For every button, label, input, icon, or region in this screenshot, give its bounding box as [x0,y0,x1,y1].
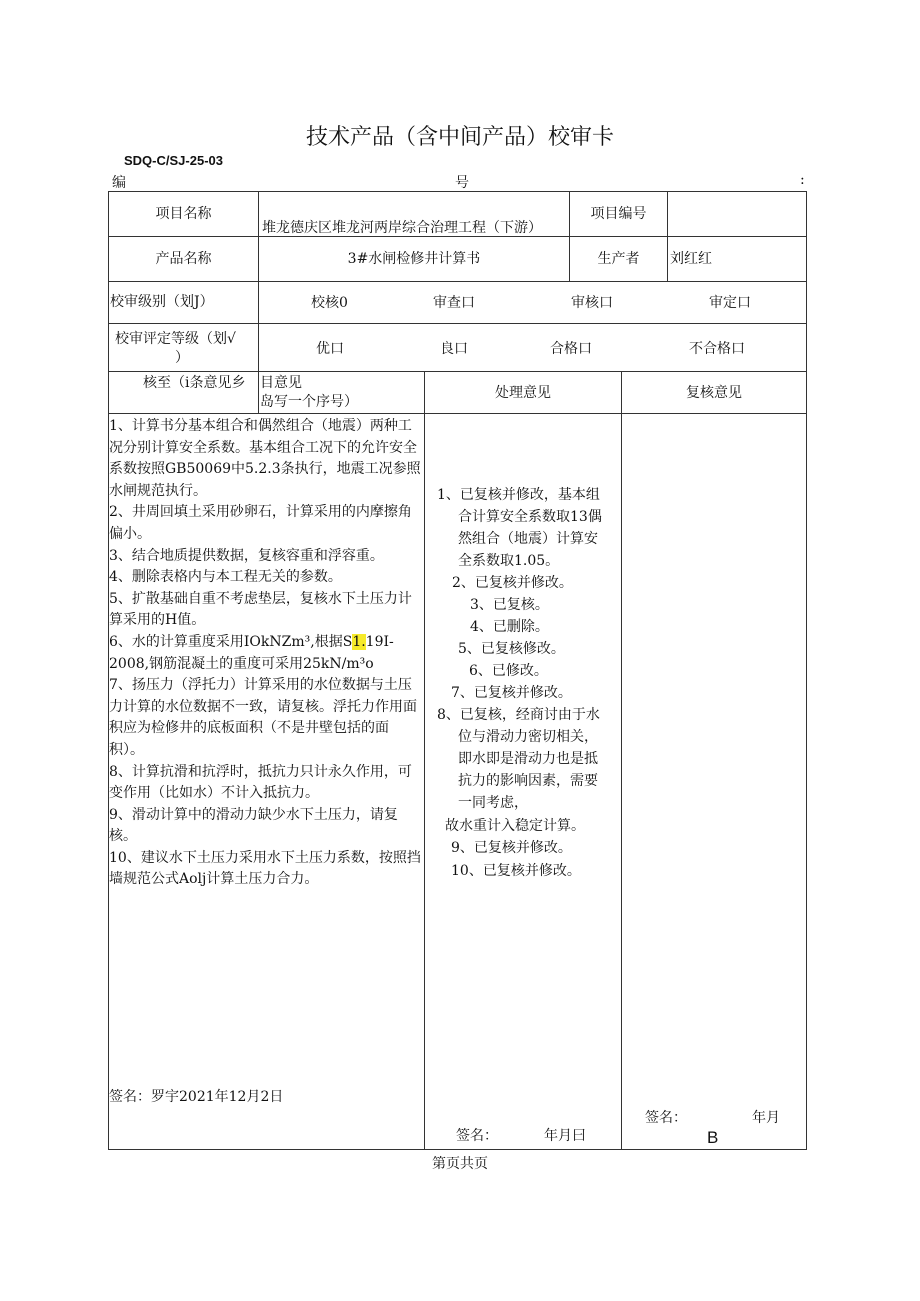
handling-line: 4、已删除。 [470,619,549,635]
handling-line: 一同考虑， [458,795,528,811]
row-divider-4 [108,371,807,372]
handling-line: 抗力的影响因素，需要 [458,773,598,789]
review-item-10: 10、建议水下土压力采用水下土压力系数，按照挡墙规范公式Aolj计算土压力合力。 [109,849,421,888]
col-divider-project-no-right [667,191,668,281]
handling-line: 5、已复核修改。 [458,641,565,657]
col-recheck-header: 复核意见 [686,385,742,401]
handling-signature-label: 签名： [456,1128,498,1144]
row-divider-5 [108,413,807,414]
review-item-6 [109,632,421,675]
product-name-label: 产品名称 [155,251,212,267]
review-item-9: 9、滑动计算中的滑动力缺少水下土压力，请复核。 [109,806,398,845]
grade-label-line2: ） [175,350,189,366]
review-item-8: 8、计算抗滑和抗浮时，抵抗力只计永久作用，可变作用（比如水）不计入抵抗力。 [109,763,412,802]
handling-line: 6、已修改。 [469,663,548,679]
grade-option-3[interactable]: 合格口 [550,341,592,357]
review-item-6-part2: 19I-2008,钢筋混凝土的重度可采用25kN/m³o [109,633,394,672]
handling-line: 位与滑动力密切相关， [458,729,598,745]
col-divider-handling [424,371,425,1150]
col-divider-recheck [621,371,622,1150]
review-signature: 签名：罗宇2021年12月2日 [109,1089,284,1105]
handling-line: 8、已复核，经商讨由于水 [437,707,600,723]
handling-line: 9、已复核并修改。 [451,840,572,856]
table-border-right [806,191,807,1150]
review-item-2: 2、井周回填土采用砂卵石，计算采用的内摩擦角偏小。 [109,504,412,542]
serial-label-colon: : [800,172,805,188]
doc-code: SDQ-C/SJ-25-03 [124,153,223,168]
project-no-label: 项目编号 [590,206,647,222]
serial-label-mid: 号 [455,175,469,191]
review-item-3: 3、结合地质提供数据，复核容重和浮容重。 [109,547,384,564]
row-divider-2 [108,281,807,282]
row-divider-3 [108,323,807,324]
page-title: 技术产品（含中间产品）校审卡 [305,125,614,150]
review-level-option-1[interactable]: 校核0 [311,295,348,311]
review-item-6-highlight: 1. [352,633,366,650]
col-handling-header: 处理意见 [495,385,551,401]
handling-line: 全系数取1.05。 [458,553,560,569]
review-item-4: 4、删除表格内与本工程无关的参数。 [109,569,342,586]
table-border-bottom [108,1149,807,1150]
recheck-signature-mark: B [707,1128,719,1147]
project-name-value: 堆龙德庆区堆龙河两岸综合治理工程（下游） [262,220,542,236]
serial-label-left: 编 [112,175,126,191]
handling-line: 合计算安全系数取13偶 [458,509,602,525]
grade-label-line1: 校审评定等级（划√ [115,331,236,347]
col-divider-label [258,191,259,413]
handling-line: 2、已复核并修改。 [452,575,573,591]
producer-value: 刘红红 [670,251,712,267]
grade-option-1[interactable]: 优口 [316,341,344,357]
review-level-label: 校审级别（划J） [110,294,214,310]
review-item-6-part1: 6、水的计算重度采用IOkNZm³,根据S [109,633,353,650]
review-item-5: 5、扩散基础自重不考虑垫层，复核水下土压力计算采用的H值。 [109,590,412,629]
review-item-1: 1、计算书分基本组合和偶然组合（地震）两种工况分别计算安全系数。基本组合工况下的允许安全系数按照GB50069中5.2.3条执行，地震工况参照水闸规范执行。 [109,418,421,499]
project-name-label: 项目名称 [155,206,212,222]
handling-line: 即水即是滑动力也是抵 [458,751,598,767]
handling-line: 7、已复核并修改。 [451,685,572,701]
handling-line: 故水重计入稳定计算。 [445,818,585,834]
review-level-option-4[interactable]: 审定口 [709,295,751,311]
handling-line: 1、已复核并修改，基本组 [437,487,600,503]
page-footer: 第页共页 [432,1156,488,1172]
grade-option-4[interactable]: 不合格口 [689,341,745,357]
handling-line: 3、已复核。 [470,597,549,613]
grade-option-2[interactable]: 良口 [440,341,468,357]
product-name-value: 3#水闸检修井计算书 [347,251,481,267]
handling-signature-date: 年月曰 [544,1128,586,1144]
recheck-signature-date: 年月 [752,1110,780,1126]
review-level-option-3[interactable]: 审核口 [571,295,613,311]
col-review-header-a: 核至（i条意见乡 [143,375,246,391]
recheck-signature-label: 签名： [645,1110,687,1126]
review-level-option-2[interactable]: 审查口 [433,295,475,311]
table-border-top [108,191,807,192]
handling-line: 然组合（地震）计算安 [458,531,598,547]
handling-line: 10、已复核并修改。 [451,863,581,879]
review-opinions [109,416,421,891]
review-item-7: 7、扬压力（浮托力）计算采用的水位数据与土压力计算的水位数据不一致，请复核。浮托力作用面积应为检修井的底板面积（不是井壁包括的面积）。 [109,677,417,758]
col-review-header-b: 目意见 [260,375,302,391]
col-review-header-c: 岛写一个序号） [260,394,358,410]
producer-label: 生产者 [597,251,640,267]
